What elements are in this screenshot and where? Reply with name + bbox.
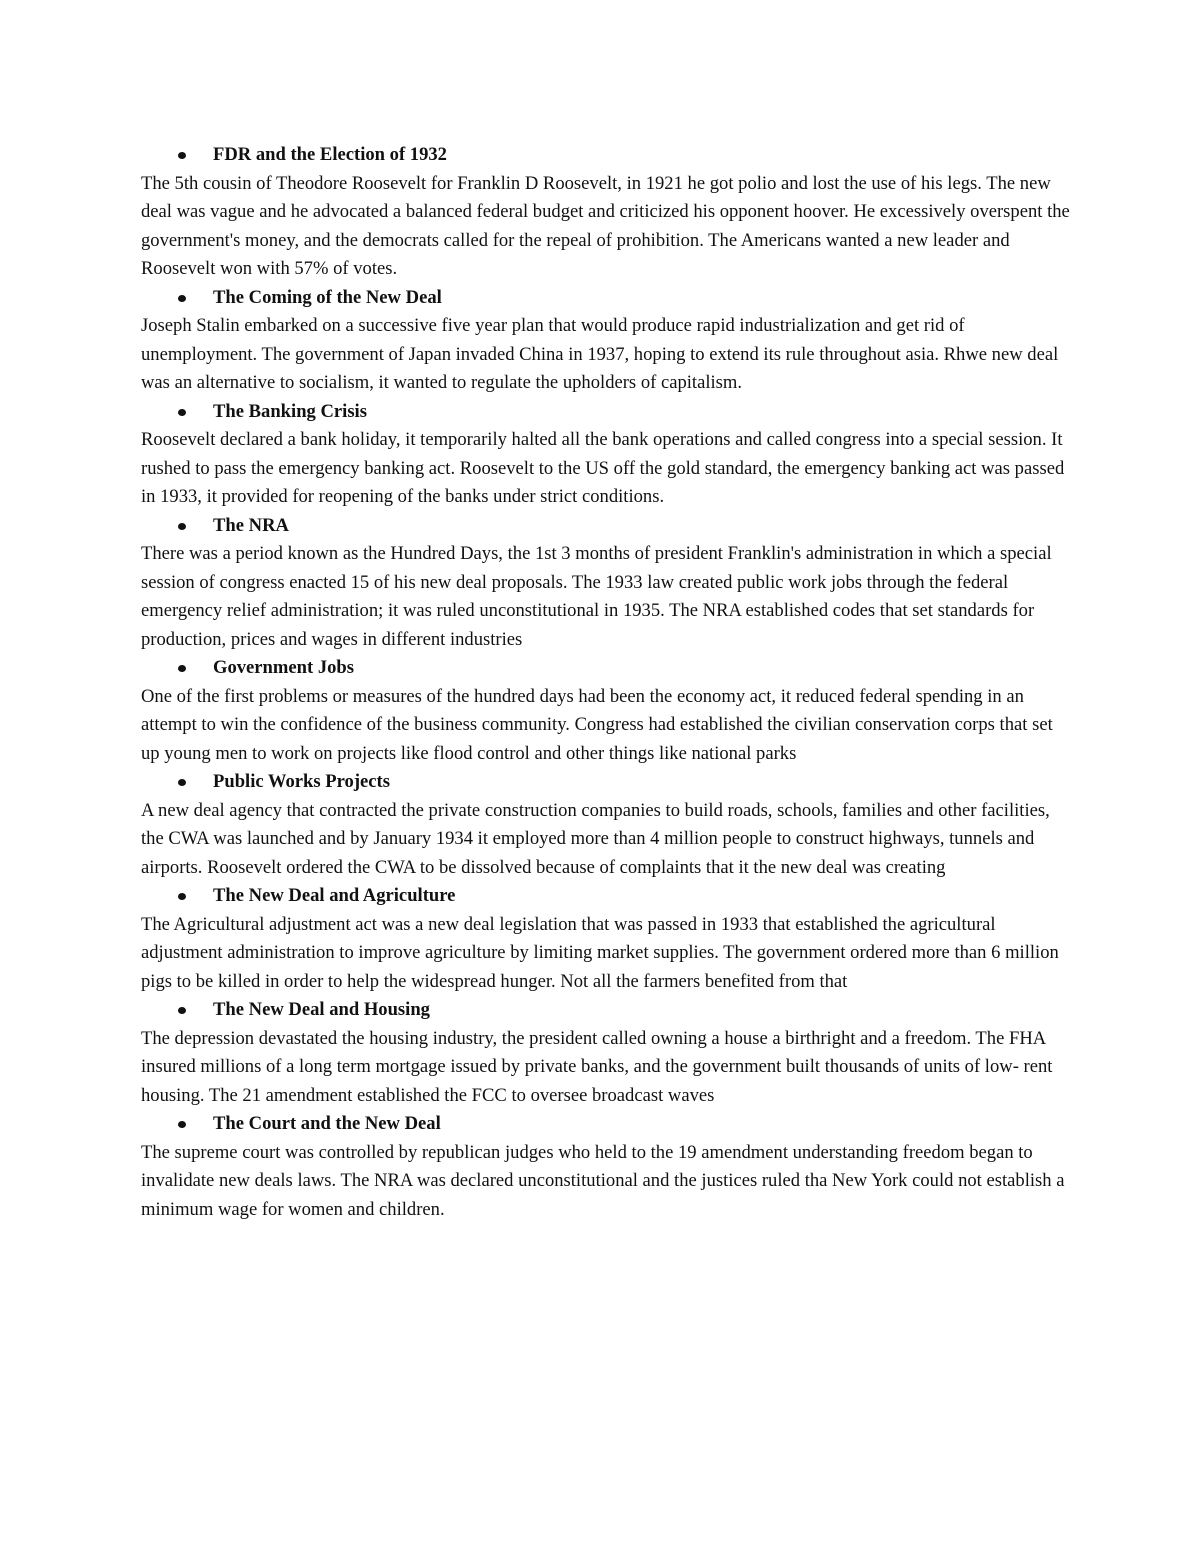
section-body-nra: There was a period known as the Hundred Days, the 1st 3 months of president Franklin's administration in which a special session of congress enacted 15 of his new deal proposals. The 1933 law created public work jobs through the federal emergency relief administration; it was ruled unconstitutional in 1935. The NRA established codes that set standards for production, prices and wages in different industries — [141, 543, 1052, 650]
section-body-agriculture: The Agricultural adjustment act was a new deal legislation that was passed in 1933 that established the agricultural adjustment administration to improve agriculture by limiting market supplies. The government ordered more than 6 million pigs to be killed in order to help the widespread hunger. Not all the farmers benefited from that — [141, 913, 1059, 992]
section-heading-text: Public Works Projects — [213, 771, 390, 792]
section-body-fdr-election: The 5th cousin of Theodore Roosevelt for Franklin D Roosevelt, in 1921 he got polio and lost the use of his legs. The new deal was vague and he advocated a balanced federal budget and criticized his opponent hoover. He excessively overspent the government's money, and the democrats called for the repeal of prohibition. The Americans wanted a new leader and Roosevelt won with 57% of votes. — [141, 172, 1070, 279]
bullet-icon — [178, 295, 186, 302]
section-heading-agriculture — [141, 882, 1071, 911]
bullet-icon — [178, 893, 186, 900]
section-heading-text: The Coming of the New Deal — [213, 286, 442, 308]
section-heading-text: The New Deal and Housing — [213, 999, 430, 1020]
section-body-court: The supreme court was controlled by republican judges who held to the 19 amendment understanding freedom began to invalidate new deals laws. The NRA was declared unconstitutional and the justices ruled tha New York could not establish a minimum wage for women and children. — [141, 1141, 1065, 1220]
section-heading-coming-new-deal — [141, 284, 1071, 313]
section-heading-fdr-election — [141, 141, 1071, 170]
section-heading-text: The NRA — [213, 514, 289, 536]
bullet-icon — [178, 152, 186, 159]
section-body-public-works: A new deal agency that contracted the private construction companies to build roads, schools, families and other facilities, the CWA was launched and by January 1934 it employed more than 4 million people to construct highways, tunnels and airports. Roosevelt ordered the CWA to be dissolved because of complaints that it the new deal was creating — [141, 799, 1050, 878]
section-heading-nra — [141, 512, 1071, 541]
section-heading-banking-crisis — [141, 398, 1071, 427]
section-body-government-jobs: One of the first problems or measures of the hundred days had been the economy act, it reduced federal spending in an attempt to win the confidence of the business community. Congress had established the civilian conservation corps that set up young men to work on projects like flood control and other things like national parks — [141, 685, 1053, 764]
bullet-icon — [178, 1121, 186, 1128]
bullet-icon — [178, 779, 186, 786]
section-heading-public-works — [141, 768, 1071, 797]
section-heading-housing — [141, 996, 1071, 1025]
bullet-icon — [178, 409, 186, 416]
section-heading-court — [141, 1110, 1071, 1139]
section-body-banking-crisis: Roosevelt declared a bank holiday, it temporarily halted all the bank operations and called congress into a special session. It rushed to pass the emergency banking act. Roosevelt to the US off the gold standard, the emergency banking act was passed in 1933, it provided for reopening of the banks under strict conditions. — [141, 429, 1065, 507]
section-heading-text: The New Deal and Agriculture — [213, 885, 456, 906]
section-heading-text: The Court and the New Deal — [213, 1113, 441, 1134]
bullet-icon — [178, 1007, 186, 1014]
bullet-icon — [178, 523, 186, 530]
bullet-icon — [178, 665, 186, 672]
section-body-coming-new-deal: Joseph Stalin embarked on a successive five year plan that would produce rapid industrialization and get rid of unemployment. The government of Japan invaded China in 1937, hoping to extend its rule throughout asia. Rhwe new deal was an alternative to socialism, it wanted to regulate the upholders of capitalism. — [141, 315, 1059, 393]
section-heading-government-jobs — [141, 654, 1071, 683]
section-heading-text: Government Jobs — [213, 657, 354, 678]
section-heading-text: FDR and the Election of 1932 — [213, 144, 447, 165]
section-heading-text: The Banking Crisis — [213, 400, 367, 422]
document-content — [141, 141, 1071, 1224]
section-body-housing: The depression devastated the housing industry, the president called owning a house a birthright and a freedom. The FHA insured millions of a long term mortgage issued by private banks, and the government built thousands of units of low- rent housing. The 21 amendment established the FCC to oversee broadcast waves — [141, 1027, 1053, 1106]
